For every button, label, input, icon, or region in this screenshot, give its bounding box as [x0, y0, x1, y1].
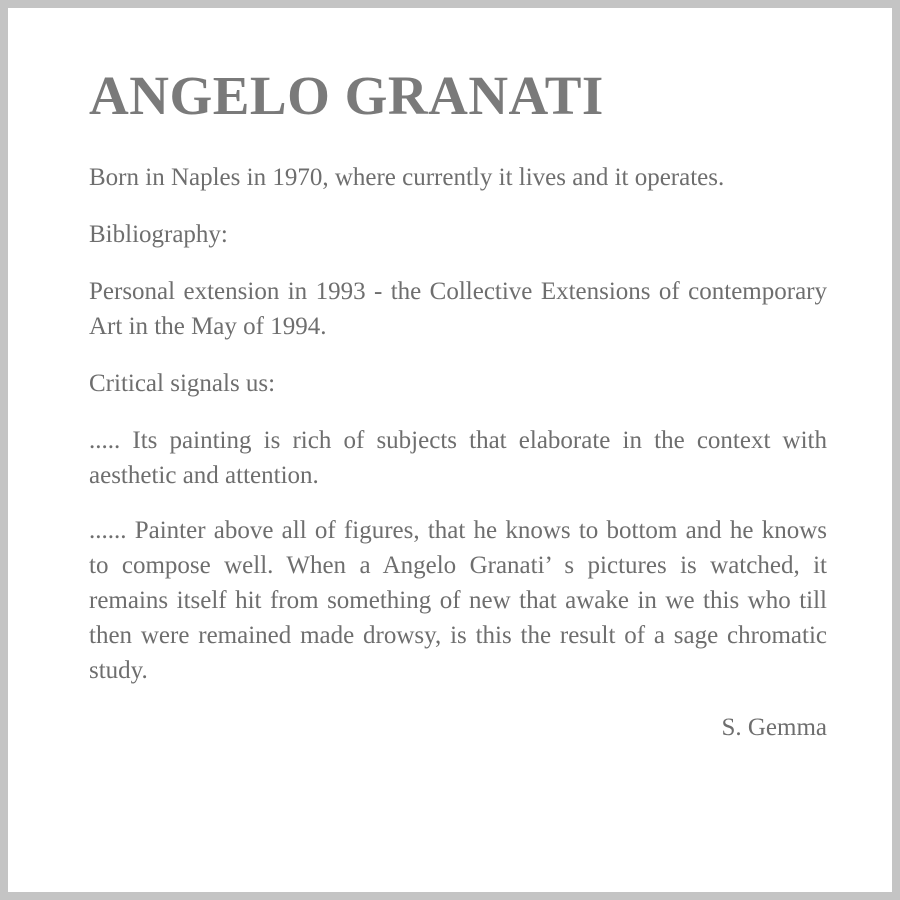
paragraph-quote-1: ..... Its painting is rich of subjects that elaborate in the context with aesthetic and attention.	[89, 427, 827, 489]
signature: S. Gemma	[721, 714, 827, 741]
paragraph-bibliography-heading: Bibliography:	[89, 221, 228, 248]
paragraph-exhibitions: Personal extension in 1993 - the Collective Extensions of contemporary Art in the May of 1994.	[89, 278, 827, 340]
document-body	[89, 64, 827, 745]
paragraph-birth: Born in Naples in 1970, where currently it lives and it operates.	[89, 164, 725, 191]
paragraph-critical-heading: Critical signals us:	[89, 370, 276, 397]
document-title: ANGELO GRANATI	[89, 65, 604, 126]
paragraph-quote-2: ...... Painter above all of figures, that he knows to bottom and he knows to compose well. When a Angelo Granati’ s pictures is watched, it remains itself hit from something of new that awake in we this who till then were remained made drowsy, is this the result of a sage chromatic study.	[89, 517, 827, 684]
